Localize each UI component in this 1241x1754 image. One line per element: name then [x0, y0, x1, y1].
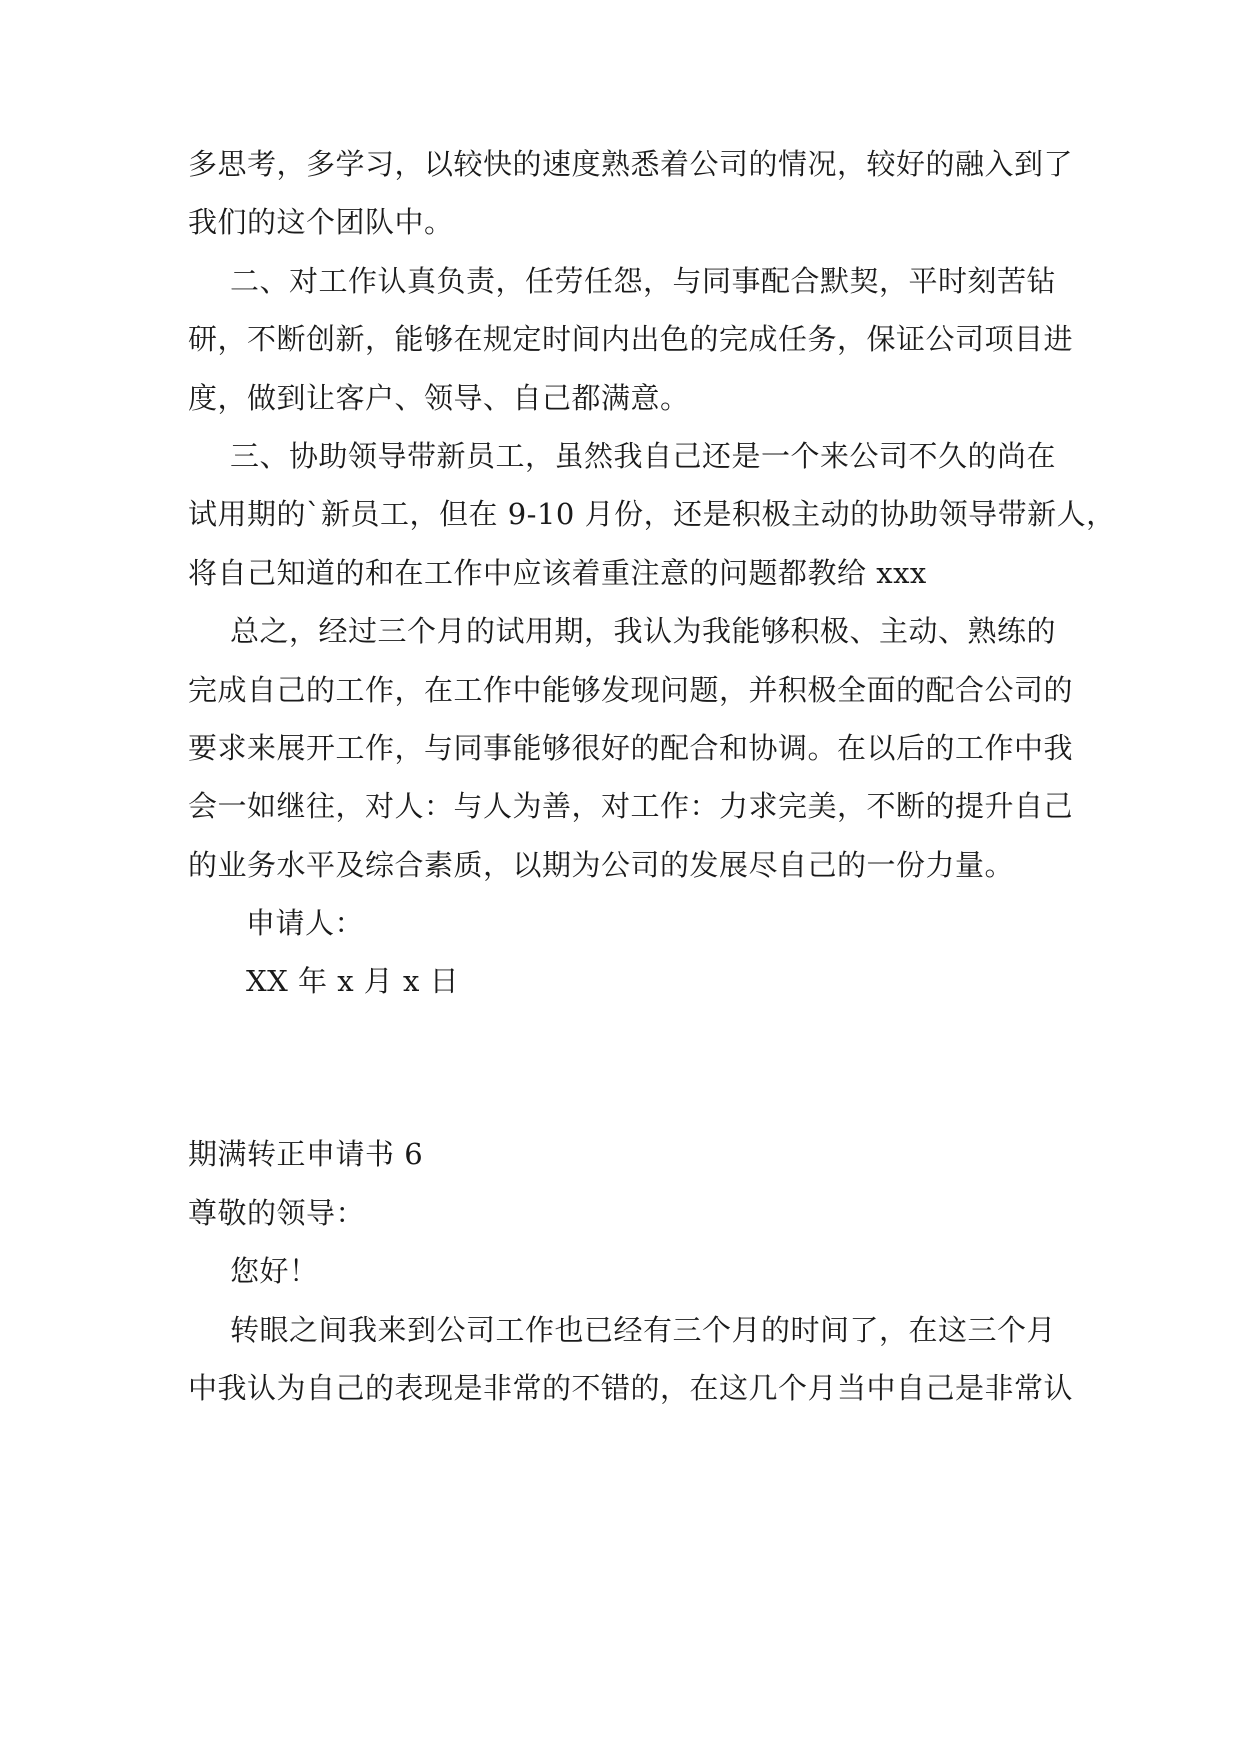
paragraph-line: 研，不断创新，能够在规定时间内出色的完成任务，保证公司项目进	[188, 322, 1074, 356]
paragraph-line: 试用期的`新员工，但在 9-10 月份，还是积极主动的协助领导带新人，	[188, 497, 1116, 531]
paragraph-line: 完成自己的工作，在工作中能够发现问题，并积极全面的配合公司的	[188, 673, 1074, 707]
paragraph-line: 我们的这个团队中。	[188, 205, 454, 239]
letter-greeting: 您好！	[230, 1254, 319, 1288]
paragraph-line: 三、协助领导带新员工，虽然我自己还是一个来公司不久的尚在	[230, 439, 1057, 473]
paragraph-line: 的业务水平及综合素质，以期为公司的发展尽自己的一份力量。	[188, 848, 1015, 882]
paragraph-line: 总之，经过三个月的试用期，我认为我能够积极、主动、熟练的	[230, 614, 1057, 648]
paragraph-line: 多思考，多学习，以较快的速度熟悉着公司的情况，较好的融入到了	[188, 147, 1074, 181]
paragraph-line: 度，做到让客户、领导、自己都满意。	[188, 381, 690, 415]
letter-title: 期满转正申请书 6	[188, 1137, 424, 1171]
paragraph-line: 中我认为自己的表现是非常的不错的，在这几个月当中自己是非常认	[188, 1371, 1074, 1405]
letter-salutation: 尊敬的领导：	[188, 1196, 366, 1230]
paragraph-line: 转眼之间我来到公司工作也已经有三个月的时间了，在这三个月	[230, 1313, 1057, 1347]
paragraph-line: 二、对工作认真负责，任劳任怨，与同事配合默契，平时刻苦钻	[230, 264, 1057, 298]
paragraph-line: 会一如继往，对人：与人为善，对工作：力求完美，不断的提升自己	[188, 789, 1074, 823]
signature-date: XX 年 x 月 x 日	[246, 964, 460, 998]
paragraph-line: 要求来展开工作，与同事能够很好的配合和协调。在以后的工作中我	[188, 731, 1074, 765]
paragraph-line: 将自己知道的和在工作中应该着重注意的问题都教给 xxx	[188, 556, 927, 590]
signature-applicant: 申请人：	[246, 906, 365, 940]
